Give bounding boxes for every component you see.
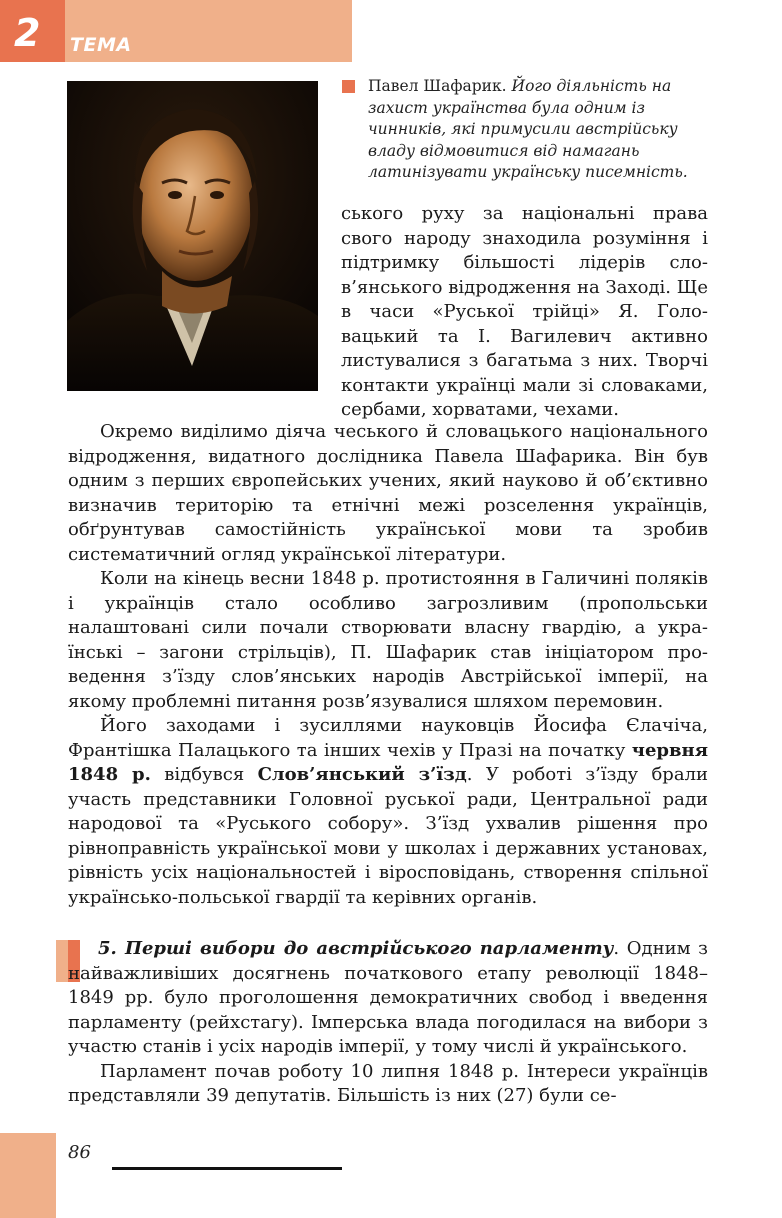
paragraph-congress-initiative: Коли на кінець весни 1848 р. протистояння в Галичині поляків і українців стало особливо загрозливим (пропольськи налаштовані сили почали створювати власну гвардію, а українські – загони стрільців), П. Шафарик став ініціатором проведення з’їзду слов’янських народів Австрійської імперії, на якому проблемні питання розв’язувалися шляхом перемовин. — [68, 568, 708, 712]
paragraph-shafarik: Окремо виділимо діяча чеського й словацького національного відродження, видатного дослідника Павела Шафарика. Він був одним з перших європейських учених, який науково й об’єктивно визначив територію та етнічні межі розселення українців, обґрунтував самостійність української мови та зробив систематичний огляд української літератури. — [68, 421, 708, 565]
figure-caption — [344, 76, 724, 184]
p3-bold-date: червня 1848 р. — [68, 739, 708, 785]
p3-text-c: відбувся — [150, 764, 258, 785]
p3-text-a: Його заходами і зусиллями науковців Йосифа Єлачіча, Франтішка Палацького та інших чехів у Празі на початку — [68, 715, 708, 761]
footer-rule — [112, 1167, 342, 1170]
caption-marker — [342, 80, 355, 93]
caption-description: Його діяльність на захист українства була одним із чинників, які примусили австрійську владу відмовитися від намагань латинізувати українську писемність. — [368, 77, 688, 181]
main-text — [68, 420, 708, 910]
caption-text — [344, 76, 724, 184]
page-number: 86 — [68, 1142, 91, 1163]
portrait-image — [67, 81, 318, 391]
section-5 — [68, 937, 708, 1109]
wrap-paragraph: ського руху за національні права свого народу знаходила розуміння і підтримку більшості лідерів слов’янського відродження на Заході. Ще в часи «Руської трійці» Я. Головацький та І. Вагилевич активно листувалися з багатьма з них. Творчі контакти українці мали зі словаками, сербами, хорватами, чехами. — [341, 203, 708, 420]
section-5-intro: . Одним з найважливіших досягнень початкового етапу революції 1848–1849 рр. було проголошення демократичних свобод і введення парламенту (рейхстагу). Імперська влада погодилася на вибори з участю станів і усіх народів імперії, у тому числі й українського. — [68, 938, 708, 1057]
section-marker-light — [56, 940, 68, 982]
section-title: 5. Перші вибори до австрійського парламенту — [98, 938, 614, 959]
paragraph-slavic-congress — [68, 714, 708, 910]
p3-bold-congress: Слов’янський з’їзд — [257, 764, 467, 785]
topic-label: ТЕМА — [70, 34, 132, 56]
section-5-paragraph-2: Парламент почав роботу 10 липня 1848 р. Інтереси українців представляли 39 депутатів. Більшість із них (27) були се- — [68, 1060, 708, 1106]
caption-name: Павел Шафарик. — [368, 77, 507, 95]
topic-number: 2 — [14, 11, 41, 55]
footer-band — [0, 1133, 56, 1218]
section-5-paragraph-1 — [68, 937, 708, 1060]
p3-text-d: . У роботі з’їзду брали участь представники Головної руської ради, Центральної ради народової та «Руського собору». З’їзд ухвалив рішення про рівноправність української мови у школах і державних установах, рівність усіх національностей і віросповідань, створення спільної українсько-польської гвардії та керівних органів. — [68, 764, 708, 908]
